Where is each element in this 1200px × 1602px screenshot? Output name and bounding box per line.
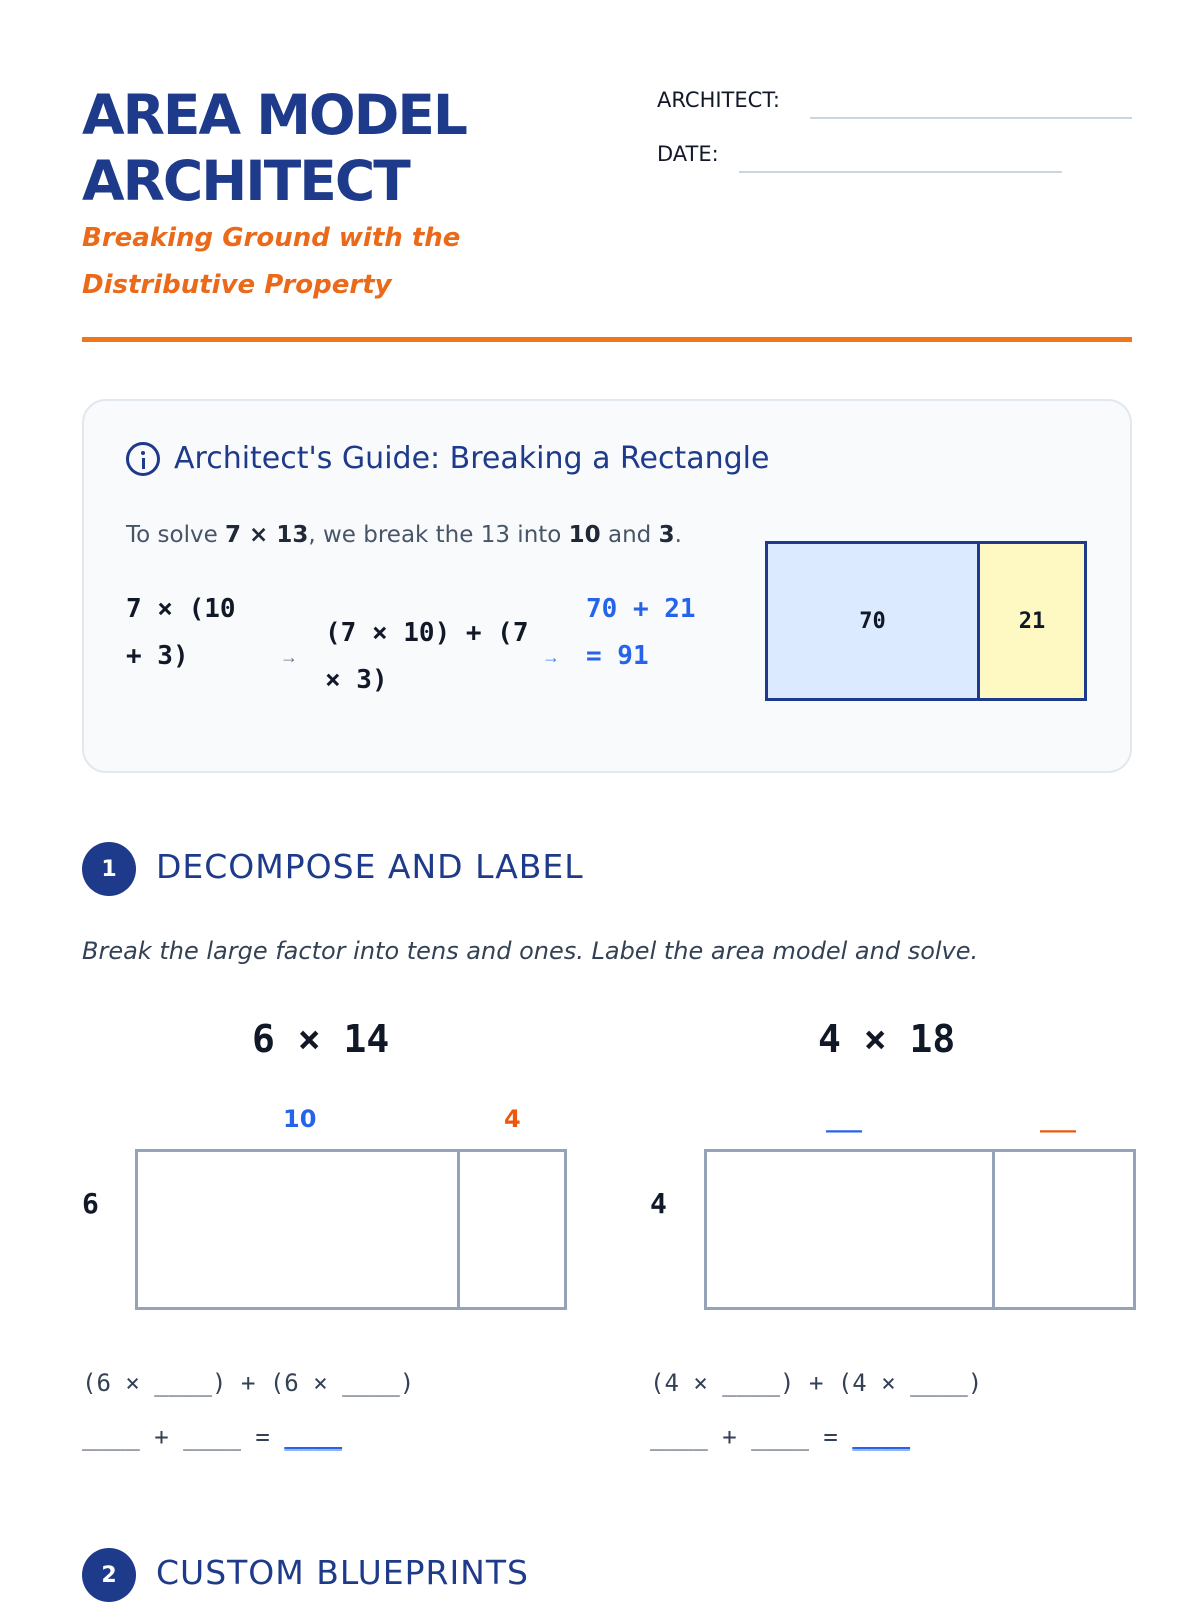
guide-text-tens: 10 [568, 522, 601, 548]
arrow-right-icon: → [280, 647, 298, 667]
problem-b-ones-region[interactable] [995, 1152, 1133, 1307]
guide-title-text: Architect's Guide: Breaking a Rectangle [174, 441, 770, 476]
problem-b-answer-blank[interactable]: ____ [852, 1423, 911, 1451]
problem-b-ones-label[interactable]: ___ [1040, 1105, 1076, 1133]
problem-a-answer-blank[interactable]: ____ [284, 1423, 343, 1451]
guide-text-middle: , we break the 13 into [308, 522, 569, 548]
problem-a-area-model [135, 1149, 567, 1310]
guide-area-model [765, 541, 1087, 701]
section-2-title: CUSTOM BLUEPRINTS [156, 1553, 529, 1592]
date-field[interactable] [739, 171, 1062, 173]
problem-b-equation-2[interactable] [650, 1423, 910, 1451]
guide-explanation [126, 522, 682, 548]
problem-a-equation-2[interactable] [82, 1423, 342, 1451]
guide-area-tens: 70 [768, 544, 980, 698]
problem-a-tens-label: 10 [283, 1105, 317, 1133]
date-label: DATE: [657, 142, 719, 166]
info-icon [126, 442, 160, 476]
guide-text-and: and [600, 522, 659, 548]
problem-b-sum-blanks: ____ + ____ = [650, 1423, 853, 1451]
section-1-instruction: Break the large factor into tens and ones. Label the area model and solve. [82, 937, 979, 965]
section-2-badge: 2 [82, 1548, 136, 1602]
problem-a-equation-1[interactable]: (6 × ____) + (6 × ____) [82, 1369, 415, 1397]
section-1-badge: 1 [82, 842, 136, 896]
guide-text-ones: 3 [658, 522, 675, 548]
title-line-2: ARCHITECT [82, 149, 409, 213]
architect-name-field[interactable] [810, 117, 1132, 119]
guide-text-problem: 7 × 13 [225, 522, 309, 548]
title-line-1: AREA MODEL [82, 83, 466, 147]
problem-b-equation-1[interactable]: (4 × ____) + (4 × ____) [650, 1369, 983, 1397]
problem-a-title: 6 × 14 [252, 1017, 390, 1061]
expression-result: 70 + 21 = 91 [586, 594, 696, 671]
problem-b-side-label: 4 [650, 1187, 667, 1220]
problem-a-tens-region[interactable] [138, 1152, 460, 1307]
header-divider [82, 337, 1132, 342]
page-subtitle: Breaking Ground with the Distributive Property [82, 223, 461, 300]
architect-label: ARCHITECT: [657, 88, 780, 112]
problem-a-ones-label: 4 [504, 1105, 521, 1133]
arrow-right-icon-2: → [542, 647, 560, 667]
problem-b-area-model [704, 1149, 1136, 1310]
problem-a-side-label: 6 [82, 1187, 99, 1220]
expression-distributed: (7 × 10) + (7 × 3) [325, 618, 529, 695]
guide-title [126, 441, 769, 476]
problem-b-tens-region[interactable] [707, 1152, 995, 1307]
problem-a-sum-blanks: ____ + ____ = [82, 1423, 285, 1451]
problem-b-tens-label[interactable]: ___ [826, 1105, 862, 1133]
guide-area-ones: 21 [980, 544, 1084, 698]
page-title [82, 82, 466, 214]
problem-a-ones-region[interactable] [460, 1152, 564, 1307]
guide-text-prefix: To solve [126, 522, 226, 548]
expression-original: 7 × (10 + 3) [126, 594, 236, 671]
guide-text-end: . [674, 522, 682, 548]
problem-b-title: 4 × 18 [818, 1017, 956, 1061]
section-1-title: DECOMPOSE AND LABEL [156, 847, 584, 886]
